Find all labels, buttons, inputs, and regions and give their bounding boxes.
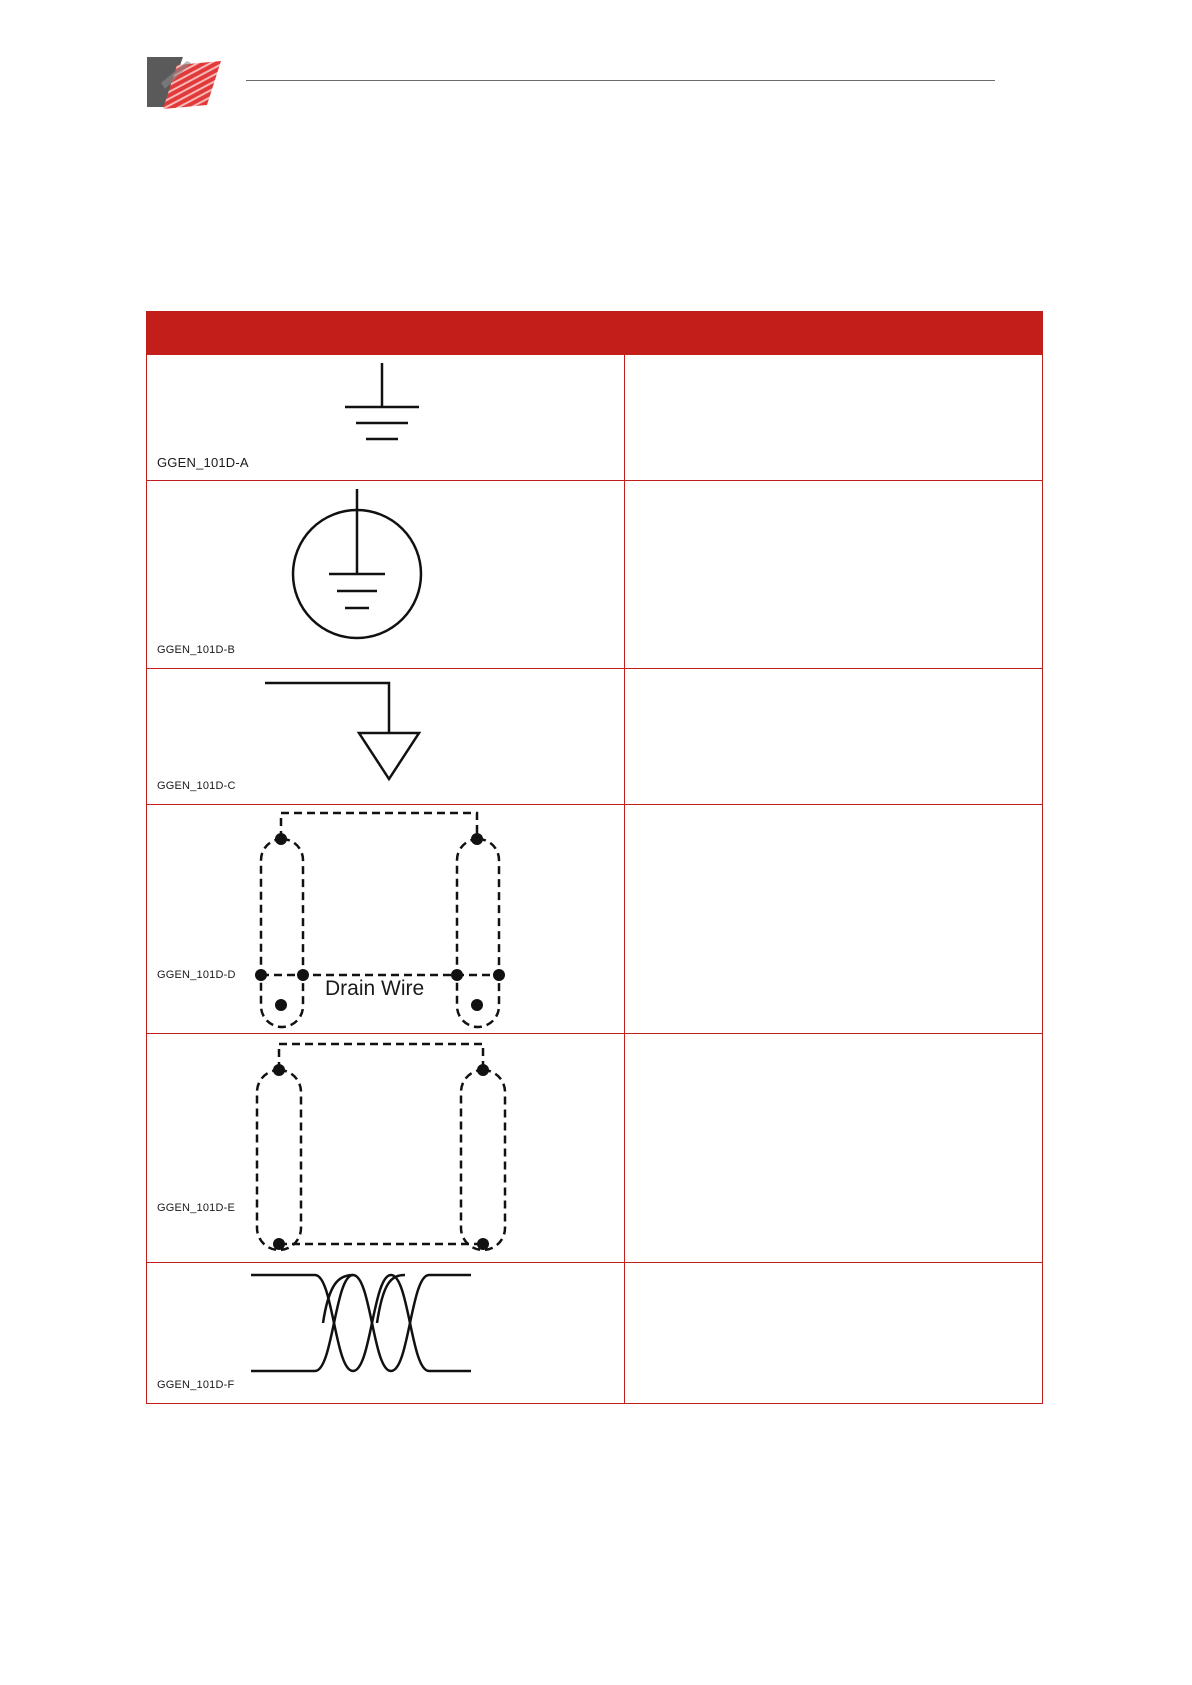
table-row [147, 669, 1043, 805]
symbol-code: GGEN_101D-D [157, 969, 236, 981]
symbol-cell [147, 805, 625, 1034]
description-cell [625, 669, 1043, 805]
drain-wire-label: Drain Wire [325, 977, 425, 1000]
table-row [147, 805, 1043, 1034]
table-row [147, 481, 1043, 669]
description-cell [625, 1263, 1043, 1404]
symbol-table [146, 311, 1043, 1404]
symbol-cell [147, 481, 625, 669]
symbol-cell [147, 669, 625, 805]
table-row [147, 355, 1043, 481]
description-cell [625, 481, 1043, 669]
header-rule [246, 80, 995, 81]
symbol-code: GGEN_101D-E [157, 1202, 236, 1214]
symbol-cell [147, 355, 625, 481]
symbol-code: GGEN_101D-C [157, 780, 236, 792]
symbol-code: GGEN_101D-B [157, 644, 236, 656]
company-logo-icon [147, 55, 223, 109]
description-cell [625, 355, 1043, 481]
column-header-symbol [147, 312, 625, 355]
description-cell [625, 805, 1043, 1034]
table-row [147, 1034, 1043, 1263]
table-header-row [147, 312, 1043, 355]
symbol-cell [147, 1034, 625, 1263]
symbol-cell [147, 1263, 625, 1404]
protective-earth-icon [147, 481, 625, 669]
symbol-code: GGEN_101D-A [157, 455, 249, 470]
symbol-code: GGEN_101D-F [157, 1379, 235, 1391]
shielded-pair-icon [147, 1034, 625, 1263]
table-row [147, 1263, 1043, 1404]
description-cell [625, 1034, 1043, 1263]
column-header-description [625, 312, 1043, 355]
